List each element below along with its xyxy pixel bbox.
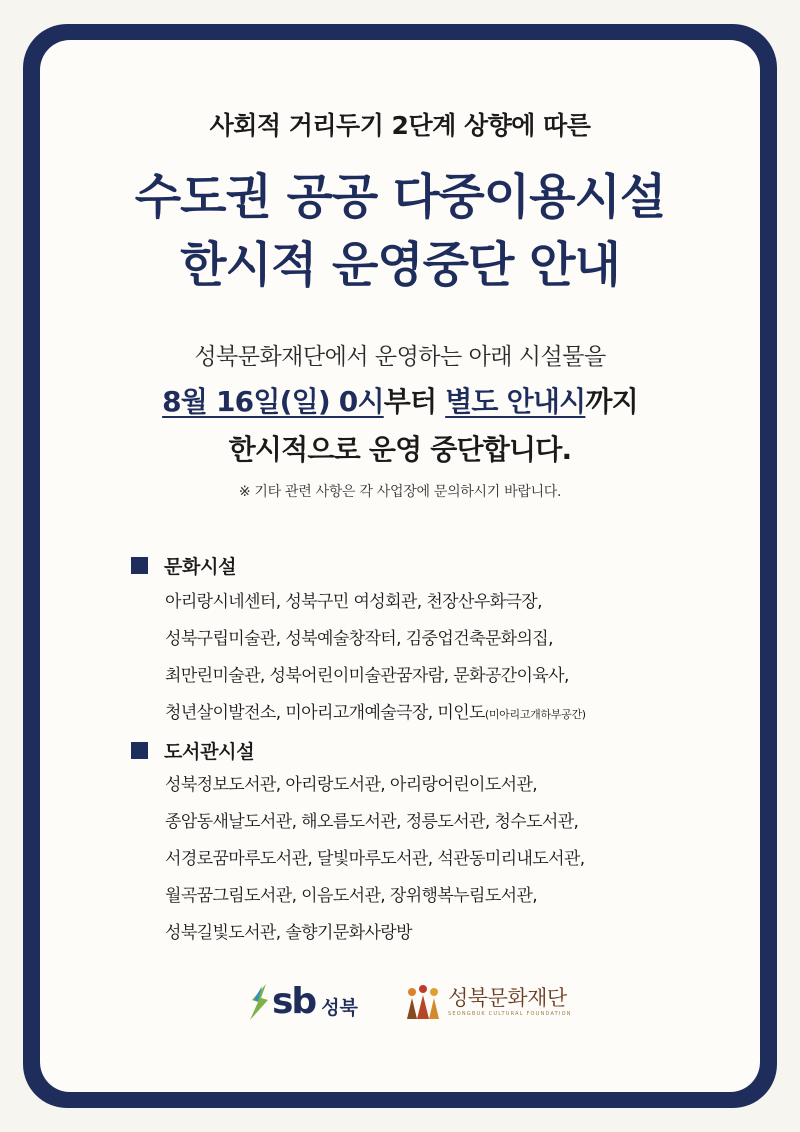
list-item: 성북구립미술관, 성북예술창작터, 김중업건축문화의집, (165, 629, 553, 649)
contact-note: ※ 기타 관련 사항은 각 사업장에 문의하시기 바랍니다. (238, 484, 562, 500)
district-name: 성북 (321, 996, 358, 1019)
list-item-suffix: (미아리고개하부공간) (484, 708, 586, 721)
intro-line3: 한시적으로 운영 중단합니다. (228, 433, 572, 466)
closure-end-date: 별도 안내시 (445, 385, 586, 418)
intro-line2-mid: 부터 (383, 385, 446, 418)
list-item: 성북길빛도서관, 솔향기문화사랑방 (165, 923, 412, 943)
bullet-square-icon (131, 742, 148, 759)
list-item: 아리랑시네센터, 성북구민 여성회관, 천장산우화극장, (165, 592, 542, 612)
closure-start-date: 8월 16일(일) 0시 (162, 385, 384, 418)
seongbuk-cultural-foundation-logo (404, 980, 572, 1024)
list-item: 최만린미술관, 성북어린이미술관꿈자람, 문화공간이육사, (165, 666, 569, 686)
seongbuk-district-logo (246, 980, 358, 1024)
culture-facility-list (165, 584, 765, 732)
list-item: 성북정보도서관, 아리랑도서관, 아리랑어린이도서관, (165, 775, 538, 795)
section-heading-culture (131, 552, 236, 579)
poster-title-line2: 한시적 운영중단 안내 (180, 237, 620, 293)
list-item (165, 695, 765, 732)
foundation-name: 성북문화재단 (448, 986, 567, 1010)
list-item-text: 청년살이발전소, 미아리고개예술극장, 미인도 (165, 703, 485, 723)
intro-line2-end: 까지 (585, 385, 638, 418)
library-facility-list (165, 767, 765, 952)
poster-subtitle: 사회적 거리두기 2단계 상향에 따른 (209, 111, 591, 140)
section-heading-label: 문화시설 (164, 556, 237, 578)
section-heading-label: 도서관시설 (164, 741, 255, 763)
list-item: 월곡꿈그림도서관, 이음도서관, 장위행복누림도서관, (165, 886, 538, 906)
list-item: 종암동새날도서관, 해오름도서관, 정릉도서관, 청수도서관, (165, 812, 579, 832)
intro-line2 (0, 380, 800, 420)
section-heading-library (131, 737, 254, 764)
list-item: 서경로꿈마루도서관, 달빛마루도서관, 석관동미리내도서관, (165, 849, 585, 869)
foundation-english-name: SEONGBUK CULTURAL FOUNDATION (448, 1011, 572, 1017)
intro-line1: 성북문화재단에서 운영하는 아래 시설물을 (194, 344, 606, 370)
district-mark-text: sb (272, 981, 316, 1022)
district-mark-icon (246, 982, 270, 1022)
poster-title-line1: 수도권 공공 다중이용시설 (134, 169, 666, 225)
bullet-square-icon (131, 557, 148, 574)
foundation-emblem-icon (404, 983, 442, 1021)
